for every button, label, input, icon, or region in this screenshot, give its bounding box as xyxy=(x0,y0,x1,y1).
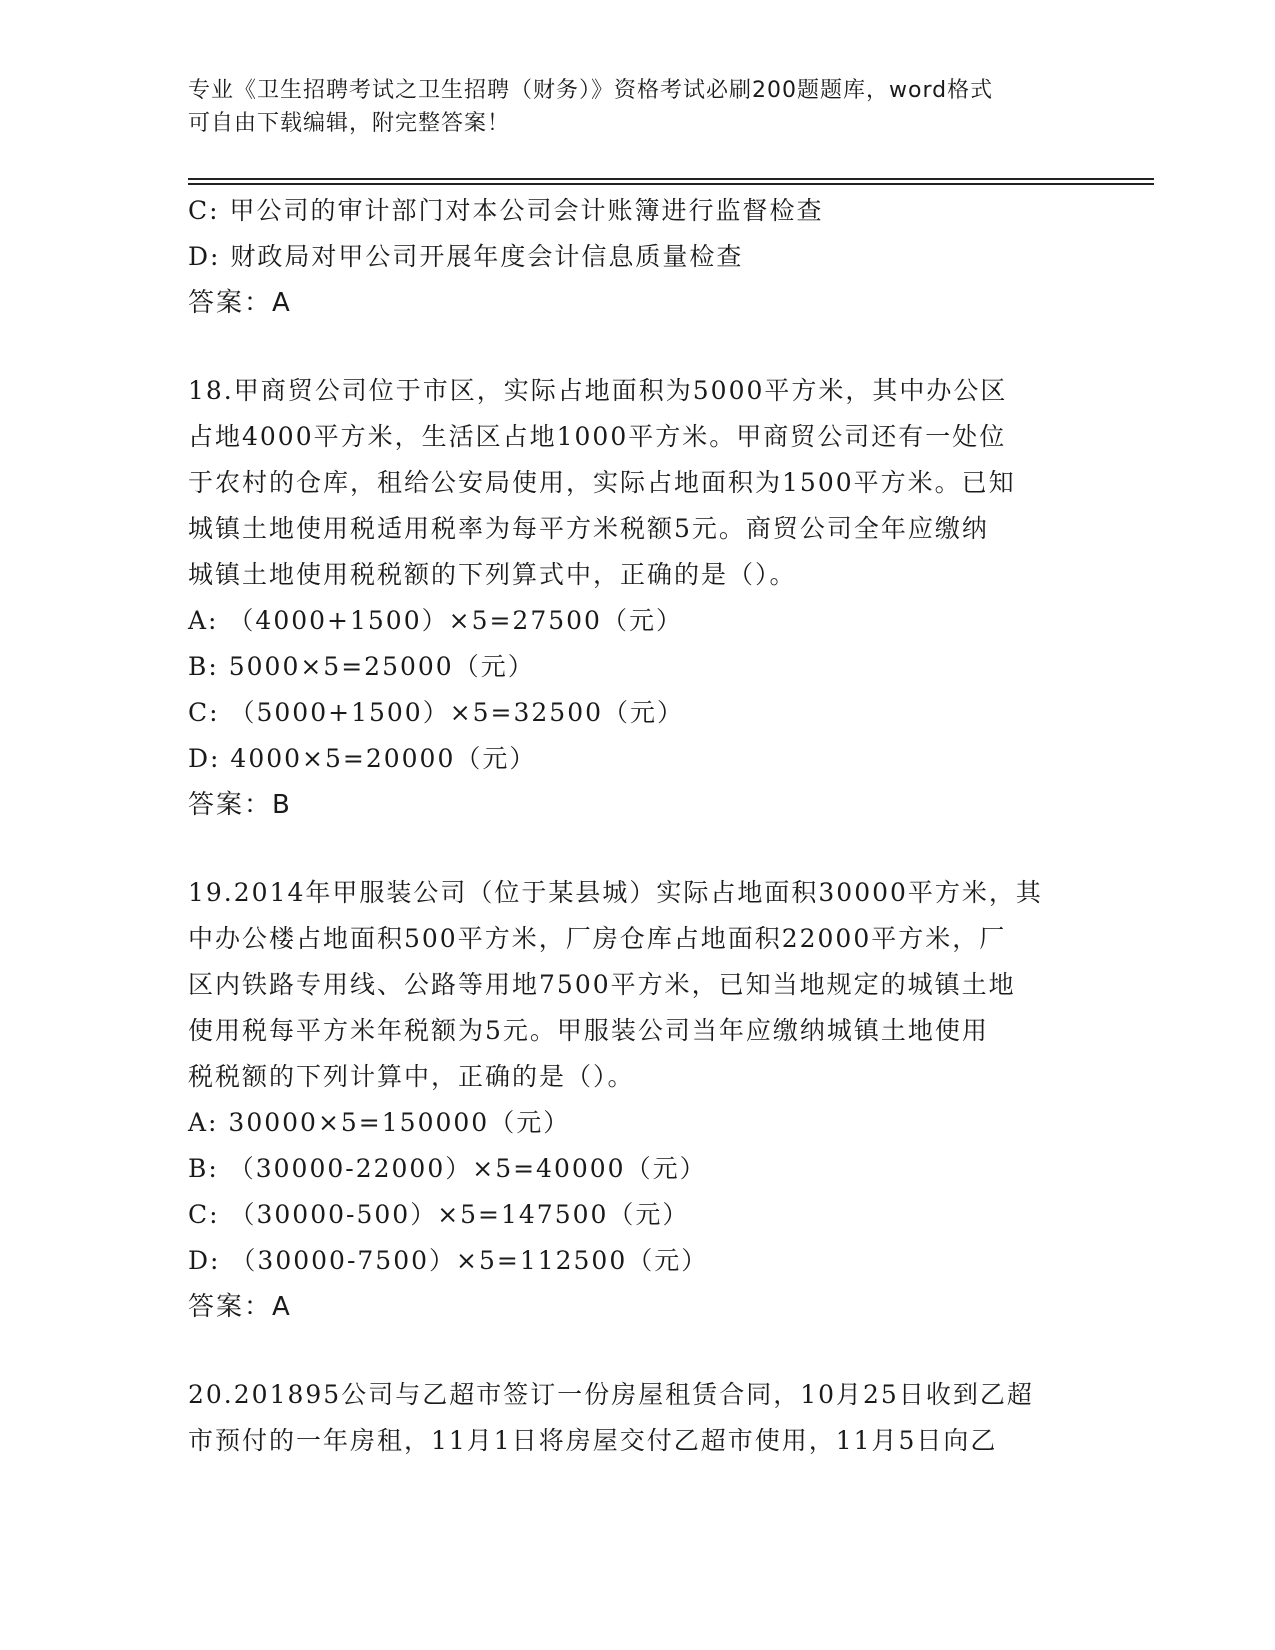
question-text-line: 占地4000平方米，生活区占地1000平方米。甲商贸公司还有一处位 xyxy=(188,422,1007,451)
question-17 xyxy=(188,188,1088,326)
header-divider-bottom xyxy=(188,183,1154,185)
document-header xyxy=(188,74,1088,140)
option-d: D: （30000-7500）×5=112500（元） xyxy=(188,1246,709,1275)
question-text-line: 市预付的一年房租，11月1日将房屋交付乙超市使用，11月5日向乙 xyxy=(188,1426,998,1455)
question-text-line: 19.2014年甲服装公司（位于某县城）实际占地面积30000平方米，其 xyxy=(188,878,1043,907)
answer: 答案：A xyxy=(188,1292,292,1322)
question-20 xyxy=(188,1372,1088,1464)
question-18 xyxy=(188,368,1088,828)
header-line-2: 可自由下载编辑，附完整答案！ xyxy=(188,111,511,136)
question-text-line: 城镇土地使用税税额的下列算式中，正确的是（）。 xyxy=(188,560,797,589)
question-text-line: 20.201895公司与乙超市签订一份房屋租赁合同，10月25日收到乙超 xyxy=(188,1380,1034,1409)
question-text-line: 使用税每平方米年税额为5元。甲服装公司当年应缴纳城镇土地使用 xyxy=(188,1016,989,1045)
option-b: B: （30000-22000）×5=40000（元） xyxy=(188,1154,707,1183)
question-text-line: 城镇土地使用税适用税率为每平方米税额5元。商贸公司全年应缴纳 xyxy=(188,514,989,543)
question-text-line: 于农村的仓库，租给公安局使用，实际占地面积为1500平方米。已知 xyxy=(188,468,1016,497)
option-c: C: （30000-500）×5=147500（元） xyxy=(188,1200,690,1229)
option-c: C: （5000+1500）×5=32500（元） xyxy=(188,698,685,727)
option-d: D: 4000×5=20000（元） xyxy=(188,744,537,773)
option-d: D: 财政局对甲公司开展年度会计信息质量检查 xyxy=(188,242,744,271)
question-text-line: 区内铁路专用线、公路等用地7500平方米，已知当地规定的城镇土地 xyxy=(188,970,1016,999)
question-19 xyxy=(188,870,1088,1330)
option-c: C: 甲公司的审计部门对本公司会计账簿进行监督检查 xyxy=(188,196,824,225)
header-divider-top xyxy=(188,178,1154,180)
question-text-line: 税税额的下列计算中，正确的是（）。 xyxy=(188,1062,635,1091)
answer: 答案：A xyxy=(188,288,292,318)
question-text-line: 18.甲商贸公司位于市区，实际占地面积为5000平方米，其中办公区 xyxy=(188,376,1008,405)
header-line-1: 专业《卫生招聘考试之卫生招聘（财务）》资格考试必刷200题题库，word格式 xyxy=(188,78,994,103)
option-b: B: 5000×5=25000（元） xyxy=(188,652,535,681)
option-a: A: 30000×5=150000（元） xyxy=(188,1108,571,1137)
answer: 答案：B xyxy=(188,790,292,820)
question-text-line: 中办公楼占地面积500平方米，厂房仓库占地面积22000平方米，厂 xyxy=(188,924,1007,953)
question-content xyxy=(188,188,1088,1464)
option-a: A: （4000+1500）×5=27500（元） xyxy=(188,606,683,635)
